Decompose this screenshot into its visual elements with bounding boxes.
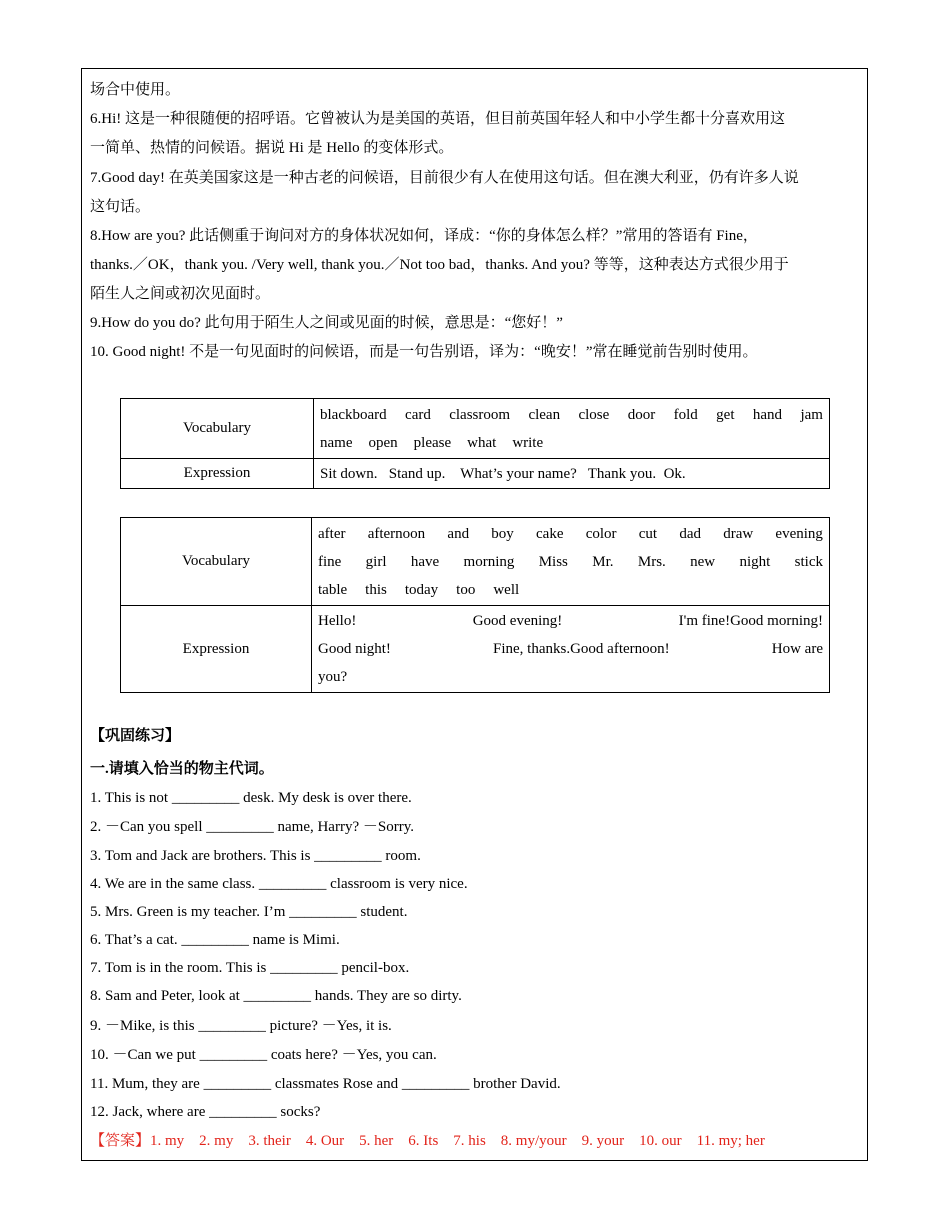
vocab-word: name [320,434,353,451]
vocab-word: dad [679,525,701,542]
intro-line: 6.Hi! 这是一种很随便的招呼语。它曾被认为是美国的英语，但目前英国年轻人和中小学生都十分喜欢用这 [90,111,785,127]
vocab-word: clean [528,406,561,423]
vocab-word: Mr. [592,553,614,570]
vocab-word: fold [673,406,698,423]
expression-row [318,635,823,663]
question: 12. Jack, where are _________ socks? [90,1104,321,1120]
vocab-word: draw [723,525,754,542]
vocab-word: Mrs. [637,553,666,570]
expression-phrase: I'm fine!Good morning! [678,613,823,629]
question: 3. Tom and Jack are brothers. This is _________ room. [90,848,421,864]
expression-phrase: How are [771,641,823,657]
vocab-label: Vocabulary [121,399,314,459]
vocab-cell [314,399,830,459]
intro-line: 陌生人之间或初次见面时。 [90,286,271,302]
vocab-row [320,429,823,457]
vocab-word: girl [365,553,387,570]
vocab-word: too [456,581,476,598]
vocab-word: jam [800,406,823,423]
vocab-word: close [578,406,610,423]
intro-line: 这句话。 [90,199,151,215]
vocab-word: have [410,553,440,570]
vocab-word: boy [491,525,514,542]
vocab-word: new [690,553,716,570]
intro-line: 一简单、热情的问候语。据说 Hi 是 Hello 的变体形式。 [90,140,454,156]
question: 8. Sam and Peter, look at _________ hands. They are so dirty. [90,988,462,1004]
expression-row: you? [318,669,348,685]
intro-line: 9.How do you do? 此句用于陌生人之间或见面的时候，意思是：“您好！” [90,315,563,331]
question: 10. －Can we put _________ coats here? －Yes, you can. [90,1047,437,1063]
vocab-word: well [493,581,520,598]
vocab-row [318,520,823,548]
vocab-word: classroom [449,406,511,423]
vocab-word: please [413,434,452,451]
vocab-word: what [467,434,497,451]
expression-cell [312,606,830,693]
intro-line: thanks.／OK，thank you. /Very well, thank you.／Not too bad，thanks. And you? 等等，这种表达方式很少用于 [90,257,789,273]
vocabulary-table-2 [120,517,830,693]
vocab-word: cake [536,525,564,542]
question: 6. That’s a cat. _________ name is Mimi. [90,932,340,948]
vocab-word: Miss [538,553,568,570]
vocab-word: this [365,581,387,598]
vocab-word: get [716,406,735,423]
question: 5. Mrs. Green is my teacher. I’m _________ student. [90,904,408,920]
intro-line: 8.How are you? 此话侧重于询问对方的身体状况如何，译成：“你的身体怎么样？”常用的答语有 Fine， [90,228,758,244]
section-subheading: 一.请填入恰当的物主代词。 [90,761,274,777]
vocab-word: stick [794,553,823,570]
intro-line: 7.Good day! 在英美国家这是一种古老的问候语，目前很少有人在使用这句话。但在澳大利亚，仍有许多人说 [90,170,799,186]
expression-phrase: Good evening! [472,613,563,629]
vocabulary-table-1 [120,398,830,489]
question: 9. －Mike, is this _________ picture? －Yes, it is. [90,1018,392,1034]
vocab-word: fine [318,553,342,570]
vocab-row [320,401,823,429]
vocab-word: blackboard [320,406,387,423]
question: 11. Mum, they are _________ classmates Rose and _________ brother David. [90,1076,561,1092]
vocab-word: night [739,553,771,570]
vocab-word: door [627,406,656,423]
expression-phrase: Fine, thanks.Good afternoon! [493,641,670,657]
expression-label: Expression [121,459,314,489]
vocab-word: hand [752,406,783,423]
answer-key: 【答案】1. my 2. my 3. their 4. Our 5. her 6. Its 7. his 8. my/your 9. your 10. our 11. my; her [90,1133,765,1149]
expression-phrase: Hello! [318,613,357,629]
vocab-word: after [318,525,346,542]
vocab-label: Vocabulary [121,518,312,606]
question: 4. We are in the same class. _________ classroom is very nice. [90,876,468,892]
expression-cell: Sit down. Stand up. What’s your name? Thank you. Ok. [314,459,830,489]
intro-line: 10. Good night! 不是一句见面时的问候语，而是一句告别语，译为：“晚安！”常在睡觉前告别时使用。 [90,344,758,360]
vocab-word: cut [638,525,658,542]
vocab-word: open [368,434,398,451]
vocab-word: morning [463,553,515,570]
vocab-word: color [585,525,617,542]
vocab-word: and [447,525,470,542]
question: 2. －Can you spell _________ name, Harry? －Sorry. [90,819,414,835]
vocab-word: card [405,406,431,423]
vocab-word: table [318,581,348,598]
vocab-row [318,576,823,604]
vocab-word: write [512,434,544,451]
question: 7. Tom is in the room. This is _________ pencil-box. [90,960,410,976]
expression-phrase: Good night! [318,641,391,657]
vocab-word: today [404,581,439,598]
question: 1. This is not _________ desk. My desk is over there. [90,790,412,806]
vocab-cell [312,518,830,606]
vocab-row [318,548,823,576]
section-heading: 【巩固练习】 [90,728,181,744]
vocab-word: afternoon [367,525,426,542]
expression-row [318,607,823,635]
intro-line: 场合中使用。 [90,82,181,98]
vocab-word: evening [775,525,823,542]
expression-label: Expression [121,606,312,693]
